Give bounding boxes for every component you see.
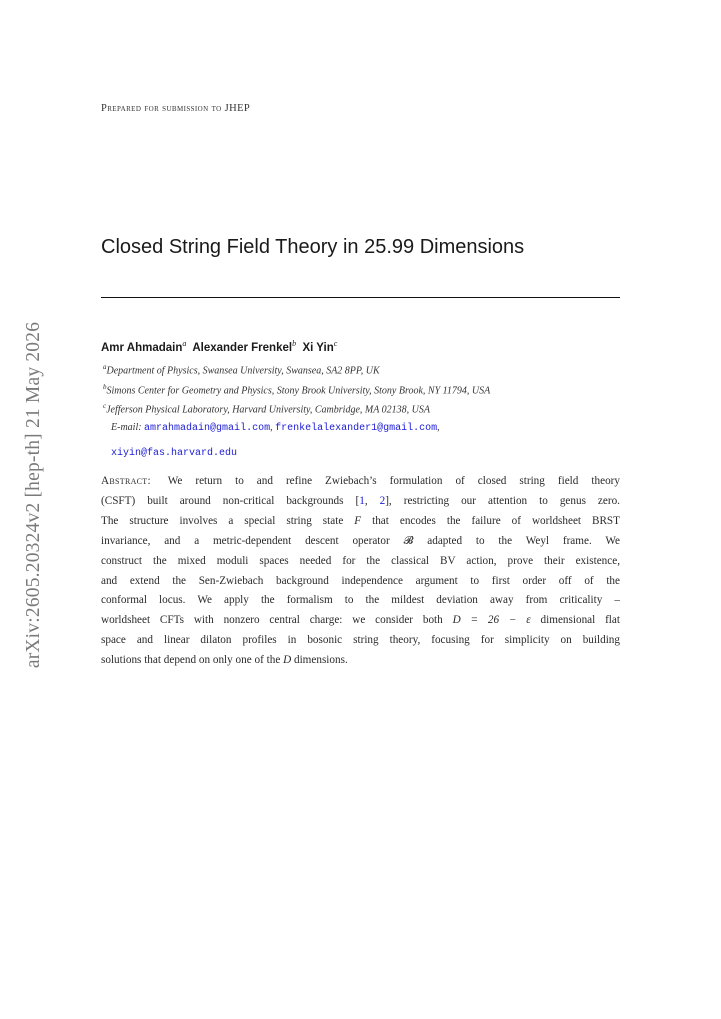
abstract-text: space and linear dilaton profiles in bosonic string theory, focusing for simplicity on building	[101, 634, 620, 647]
author-name: Amr Ahmadain	[101, 341, 183, 354]
abstract-line	[101, 572, 620, 592]
paper-title: Closed String Field Theory in 25.99 Dimensions	[101, 236, 525, 258]
arxiv-identifier: arXiv:2605.20324v2 [hep-th] 21 May 2026	[23, 321, 44, 669]
abstract-text: We return to and refine Zwiebach’s formulation of closed string field theory	[167, 475, 620, 487]
affiliation-text: Jefferson Physical Laboratory, Harvard University, Cambridge, MA 02138, USA	[106, 404, 430, 416]
author-name: Xi Yin	[302, 341, 334, 354]
abstract-line	[101, 472, 620, 492]
math-symbol: D = 26 − ε	[452, 614, 531, 627]
abstract-text: (CSFT) built around non-critical backgrounds [	[101, 494, 360, 507]
abstract-line	[101, 651, 620, 671]
abstract-heading: Abstract:	[101, 475, 151, 487]
citation-link[interactable]: 1	[359, 494, 365, 507]
abstract-text: invariance, and a metric-dependent descent operator	[101, 534, 404, 547]
email-label: E-mail:	[111, 422, 142, 433]
abstract-line	[101, 611, 620, 631]
email-link[interactable]: xiyin@fas.harvard.edu	[111, 448, 238, 459]
math-symbol: 𝓑	[403, 534, 414, 547]
abstract-line	[101, 631, 620, 651]
abstract-line	[101, 532, 620, 552]
submission-note: Prepared for submission to JHEP	[101, 103, 251, 114]
author-list	[101, 339, 337, 354]
abstract-line	[101, 552, 620, 572]
email-link[interactable]: amrahmadain@gmail.com	[144, 423, 271, 434]
abstract	[101, 472, 620, 671]
affiliation	[103, 363, 380, 376]
abstract-text: ,	[364, 494, 380, 507]
math-symbol: D	[283, 654, 292, 667]
abstract-text: adapted to the Weyl frame. We	[413, 534, 620, 547]
affiliation-text: Simons Center for Geometry and Physics, Stony Brook University, Stony Brook, NY 11794, USA	[106, 385, 491, 397]
abstract-text: The structure involves a special string state	[101, 514, 355, 527]
abstract-text: that encodes the failure of worldsheet BRST	[361, 514, 620, 527]
abstract-text: solutions that depend on only one of the	[101, 654, 284, 667]
abstract-text: ], restricting our attention to genus zero.	[385, 494, 620, 507]
affiliation	[103, 402, 430, 415]
affiliation-mark: c	[333, 339, 338, 348]
affiliation-mark: b	[292, 339, 297, 348]
email-line: E-mail: amrahmadain@gmail.com, frenkelalexander1@gmail.com,	[111, 422, 440, 434]
author-name: Alexander Frenkel	[192, 341, 293, 354]
math-symbol: F	[354, 514, 362, 527]
abstract-text: construct the mixed moduli spaces needed for the classical BV action, prove their existence,	[101, 554, 620, 567]
abstract-text: and extend the Sen-Zwiebach background independence argument to first order off of the	[101, 574, 620, 587]
abstract-line	[101, 492, 620, 512]
abstract-text: conformal locus. We apply the formalism to the mildest deviation away from criticality –	[101, 594, 620, 607]
abstract-text: worldsheet CFTs with nonzero central charge: we consider both	[101, 614, 453, 627]
email-link[interactable]: frenkelalexander1@gmail.com	[275, 423, 438, 434]
affiliation-mark: c	[103, 402, 107, 410]
citation-link[interactable]: 2	[379, 494, 386, 507]
abstract-text: dimensional flat	[530, 614, 620, 627]
abstract-line	[101, 512, 620, 532]
abstract-line	[101, 591, 620, 611]
affiliation-mark: a	[182, 339, 187, 348]
email-line	[111, 442, 237, 460]
title-rule	[101, 297, 620, 298]
affiliation-text: Department of Physics, Swansea University, Swansea, SA2 8PP, UK	[106, 365, 380, 377]
affiliation-mark: a	[103, 363, 107, 371]
abstract-text: dimensions.	[291, 654, 348, 667]
affiliation	[103, 383, 490, 396]
affiliation-mark: b	[103, 383, 107, 391]
